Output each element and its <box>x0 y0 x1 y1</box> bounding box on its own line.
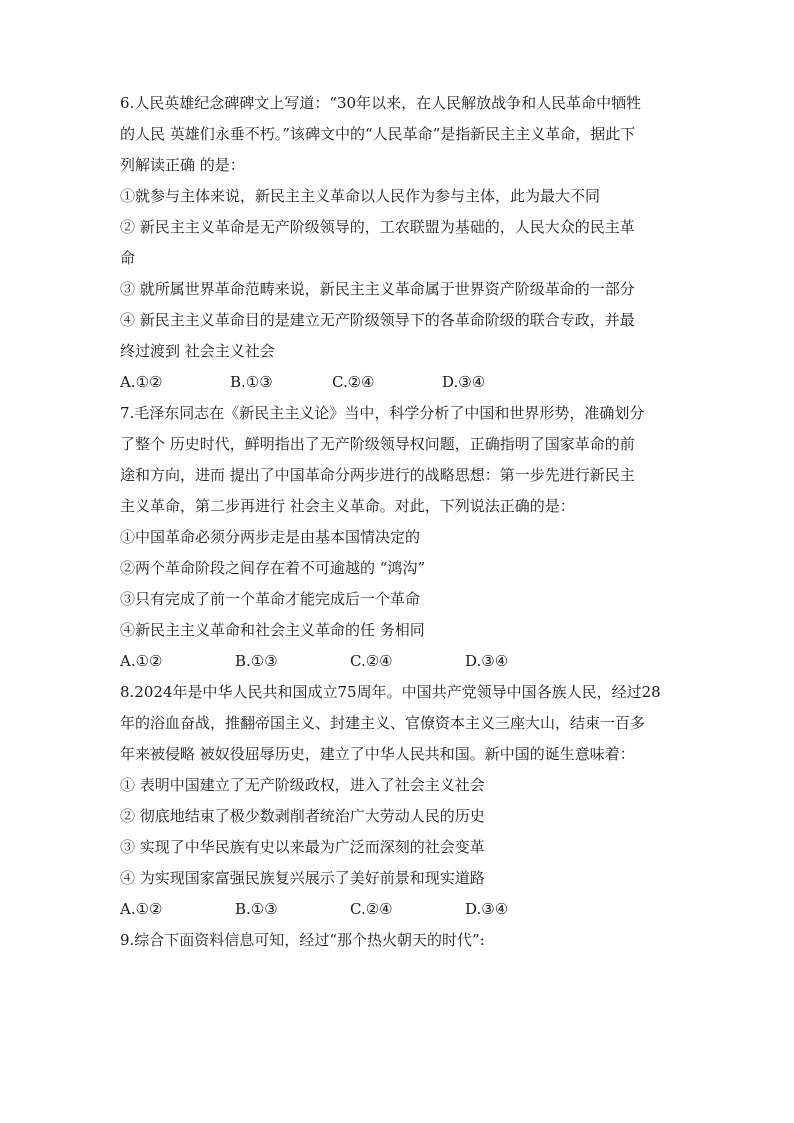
statement-4: ④新民主主义革命和社会主义革命的任 务相同 <box>120 621 425 639</box>
question-8-line: 8.2024年是中华人民共和国成立75周年。中国共产党领导中国各族人民，经过28 <box>120 683 661 701</box>
question-8-line: 年的浴血奋战，推翻帝国主义、封建主义、官僚资本主义三座大山，结束一百多 <box>120 714 646 732</box>
statement-2: ② 彻底地结束了极少数剥削者统治广大劳动人民的历史 <box>120 807 485 825</box>
question-7-line: 7.毛泽东同志在《新民主主义论》当中，科学分析了中国和世界形势，准确划分 <box>120 404 645 422</box>
option-b[interactable]: B.①③ <box>235 652 278 670</box>
option-a[interactable]: A.①② <box>120 373 163 391</box>
question-6-line: 6.人民英雄纪念碑碑文上写道：“30年以来，在人民解放战争和人民革命中牺牲 <box>120 94 642 112</box>
answer-options <box>120 894 680 925</box>
option-c[interactable]: C.②④ <box>350 652 393 670</box>
option-d[interactable]: D.③④ <box>465 652 509 670</box>
question-7-line: 了整个 历史时代，鲜明指出了无产阶级领导权问题，正确指明了国家革命的前 <box>120 435 635 453</box>
option-d[interactable]: D.③④ <box>442 373 486 391</box>
statement-3: ③ 实现了中华民族有史以来最为广泛而深刻的社会变革 <box>120 838 485 856</box>
option-a[interactable]: A.①② <box>120 652 163 670</box>
option-a[interactable]: A.①② <box>120 900 163 918</box>
question-6-line: 的人民 英雄们永垂不朽。”该碑文中的“人民革命”是指新民主主义革命，据此下 <box>120 125 636 143</box>
statement-3: ③ 就所属世界革命范畴来说，新民主主义革命属于世界资产阶级革命的一部分 <box>120 280 635 298</box>
option-d[interactable]: D.③④ <box>465 900 509 918</box>
statement-1: ①就参与主体来说，新民主主义革命以人民作为参与主体，此为最大不同 <box>120 187 601 205</box>
document-page <box>120 88 680 956</box>
question-8 <box>120 677 680 925</box>
answer-options <box>120 367 680 398</box>
statement-3: ③只有完成了前一个革命才能完成后一个革命 <box>120 590 421 608</box>
statement-1: ①中国革命必须分两步走是由基本国情决定的 <box>120 528 421 546</box>
statement-1: ① 表明中国建立了无产阶级政权，进入了社会主义社会 <box>120 776 485 794</box>
question-9 <box>120 925 680 956</box>
question-8-line: 年来被侵略 被奴役屈辱历史，建立了中华人民共和国。新中国的诞生意味着： <box>120 745 635 763</box>
statement-2: ②两个革命阶段之间存在着不可逾越的 “鸿沟” <box>120 559 426 577</box>
question-7-line: 主义革命，第二步再进行 社会主义革命。对此，下列说法正确的是： <box>120 497 575 515</box>
statement-2-cont: 命 <box>120 249 136 267</box>
option-b[interactable]: B.①③ <box>230 373 273 391</box>
statement-2: ② 新民主主义革命是无产阶级领导的，工农联盟为基础的，人民大众的民主革 <box>120 218 635 236</box>
statement-4: ④ 新民主主义革命目的是建立无产阶级领导下的各革命阶级的联合专政，并最 <box>120 311 635 329</box>
option-c[interactable]: C.②④ <box>332 373 375 391</box>
statement-4: ④ 为实现国家富强民族复兴展示了美好前景和现实道路 <box>120 869 485 887</box>
option-b[interactable]: B.①③ <box>235 900 278 918</box>
question-9-line: 9.综合下面资料信息可知，经过“那个热火朝天的时代”: <box>120 931 485 949</box>
question-6-line: 列解读正确 的是： <box>120 156 245 174</box>
question-7 <box>120 398 680 677</box>
answer-options <box>120 646 680 677</box>
question-7-line: 途和方向，进而 提出了中国革命分两步进行的战略思想：第一步先进行新民主 <box>120 466 635 484</box>
statement-4-cont: 终过渡到 社会主义社会 <box>120 342 275 360</box>
option-c[interactable]: C.②④ <box>350 900 393 918</box>
question-6 <box>120 88 680 398</box>
